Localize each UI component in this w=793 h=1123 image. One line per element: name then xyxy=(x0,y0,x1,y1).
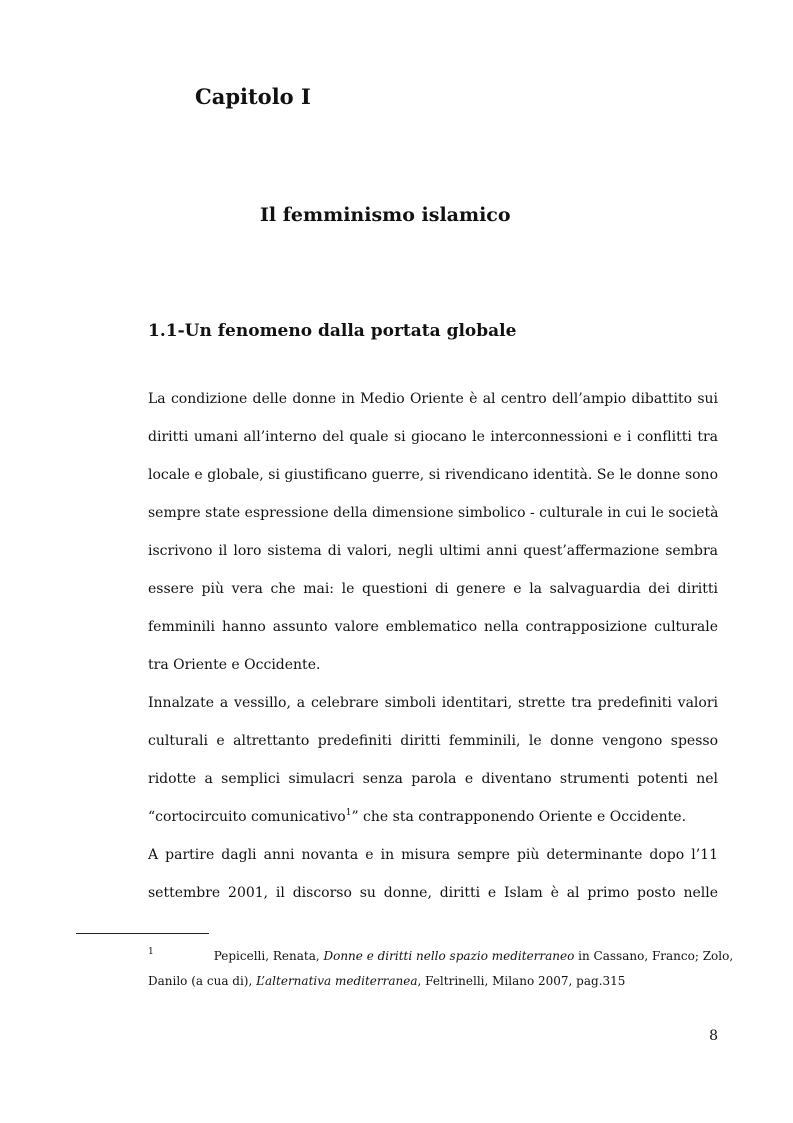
body-line: ridotte a semplici simulacri senza parola e diventano strumenti potenti nel xyxy=(148,771,718,787)
footnote-author: Pepicelli, Renata, xyxy=(213,949,324,963)
footnote-book-title: L’alternativa mediterranea xyxy=(256,974,418,988)
footnote-reference[interactable]: 1 xyxy=(345,808,352,818)
body-line-with-footnote-ref xyxy=(148,798,718,836)
footnote-text: Danilo (a cua di), xyxy=(148,974,257,988)
body-line: iscrivono il loro sistema di valori, negli ultimi anni quest’affermazione sembra xyxy=(148,543,718,559)
body-line: Innalzate a vessillo, a celebrare simboli identitari, strette tra predefiniti valori xyxy=(148,695,718,711)
footnote-work-title: Donne e diritti nello spazio mediterraneo xyxy=(323,949,575,963)
footnote-line xyxy=(148,944,734,969)
body-line: La condizione delle donne in Medio Oriente è al centro dell’ampio dibattito sui xyxy=(148,391,718,407)
body-text xyxy=(148,380,718,912)
body-line: tra Oriente e Occidente. xyxy=(148,657,321,673)
footnote xyxy=(148,944,734,994)
footnote-number: 1 xyxy=(148,947,154,957)
body-line: locale e globale, si giustificano guerre, si rivendicano identità. Se le donne sono xyxy=(148,467,718,483)
body-line: culturali e altrettanto predefiniti diritti femminili, le donne vengono spesso xyxy=(148,733,718,749)
footnote-line xyxy=(148,969,718,994)
chapter-title: Capitolo I xyxy=(195,84,311,109)
body-line-text: ” che sta contrapponendo Oriente e Occidente. xyxy=(351,809,687,825)
body-line: settembre 2001, il discorso su donne, diritti e Islam è al primo posto nelle xyxy=(148,885,718,901)
body-line: essere più vera che mai: le questioni di genere e la salvaguardia dei diritti xyxy=(148,581,718,597)
body-line: femminili hanno assunto valore emblematico nella contrapposizione culturale xyxy=(148,619,718,635)
chapter-subtitle: Il femminismo islamico xyxy=(260,204,511,226)
footnote-text: in Cassano, Franco; Zolo, xyxy=(574,949,734,963)
body-line: sempre state espressione della dimensione simbolico - culturale in cui le società xyxy=(148,505,719,521)
page-number: 8 xyxy=(709,1028,718,1044)
footnote-text: , Feltrinelli, Milano 2007, pag.315 xyxy=(417,974,626,988)
section-title: 1.1-Un fenomeno dalla portata globale xyxy=(148,321,517,341)
body-line: diritti umani all’interno del quale si giocano le interconnessioni e i conflitti tra xyxy=(148,429,718,445)
body-line-text: “cortocircuito comunicativo xyxy=(148,809,346,825)
footnote-divider xyxy=(76,933,209,934)
body-line: A partire dagli anni novanta e in misura sempre più determinante dopo l’11 xyxy=(148,847,718,863)
